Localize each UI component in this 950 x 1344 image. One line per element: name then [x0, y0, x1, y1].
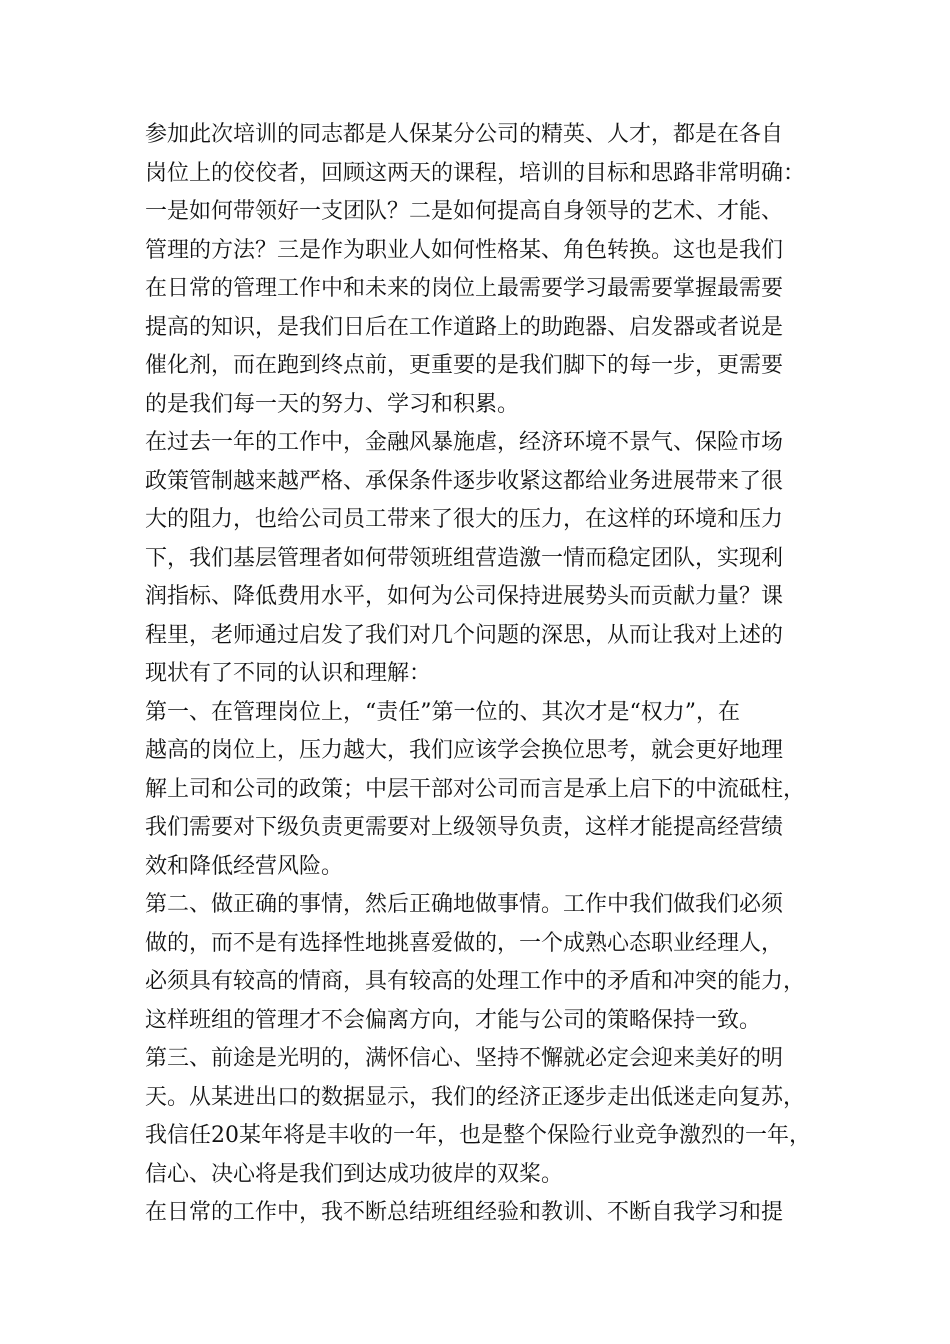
text-line: 岗位上的佼佼者，回顾这两天的课程，培训的目标和思路非常明确：	[145, 160, 806, 186]
text-line: 我信任20某年将是丰收的一年，也是整个保险行业竞争激烈的一年，	[145, 1123, 811, 1148]
text-line: 催化剂，而在跑到终点前，更重要的是我们脚下的每一步，更需要	[145, 353, 784, 378]
text-line: 下，我们基层管理者如何带领班组营造激一情而稳定团队，实现利	[145, 545, 784, 571]
text-line: 在过去一年的工作中，金融风暴施虐，经济环境不景气、保险市场	[145, 430, 784, 455]
text-line: 做的，而不是有选择性地挑喜爱做的，一个成熟心态职业经理人，	[145, 930, 784, 956]
text-line: 政策管制越来越严格、承保条件逐步收紧这都给业务进展带来了很	[145, 468, 784, 494]
text-line: 天。从某进出口的数据显示，我们的经济正逐步走出低迷走向复苏，	[145, 1084, 806, 1110]
text-line: 大的阻力，也给公司员工带来了很大的压力，在这样的环境和压力	[145, 507, 784, 532]
document-body	[145, 116, 811, 1233]
text-line: 程里，老师通过启发了我们对几个问题的深思，从而让我对上述的	[145, 622, 784, 648]
text-line: 润指标、降低费用水平，如何为公司保持进展势头而贡献力量？课	[145, 584, 784, 609]
text-line: 第三、前途是光明的，满怀信心、坚持不懈就必定会迎来美好的明	[145, 1046, 784, 1071]
text-line: 提高的知识，是我们日后在工作道路上的助跑器、启发器或者说是	[145, 314, 784, 340]
text-line: 越高的岗位上，压力越大，我们应该学会换位思考，就会更好地理	[145, 738, 784, 763]
text-line: 的是我们每一天的努力、学习和积累。	[145, 391, 520, 417]
text-line: 在日常的工作中，我不断总结班组经验和教训、不断自我学习和提	[145, 1200, 784, 1225]
text-line: 这样班组的管理才不会偏离方向，才能与公司的策略保持一致。	[145, 1007, 762, 1033]
text-line: 第一、在管理岗位上，“责任”第一位的、其次才是“权力”，在	[145, 699, 740, 725]
text-line: 必须具有较高的情商，具有较高的处理工作中的矛盾和冲突的能力，	[145, 969, 806, 994]
text-line: 一是如何带领好一支团队？二是如何提高自身领导的艺术、才能、	[145, 199, 784, 224]
text-line: 效和降低经营风险。	[145, 853, 344, 879]
text-line: 信心、决心将是我们到达成功彼岸的双桨。	[145, 1161, 564, 1187]
text-line: 我们需要对下级负责更需要对上级领导负责，这样才能提高经营绩	[145, 815, 784, 840]
text-line: 在日常的管理工作中和未来的岗位上最需要学习最需要掌握最需要	[145, 276, 784, 301]
text-line: 第二、做正确的事情，然后正确地做事情。工作中我们做我们必须	[145, 892, 784, 917]
text-line: 现状有了不同的认识和理解：	[145, 661, 432, 686]
text-line: 参加此次培训的同志都是人保某分公司的精英、人才，都是在各自	[145, 122, 784, 147]
text-line: 解上司和公司的政策；中层干部对公司而言是承上启下的中流砥柱，	[145, 776, 806, 802]
text-line: 管理的方法？三是作为职业人如何性格某、角色转换。这也是我们	[145, 237, 784, 263]
